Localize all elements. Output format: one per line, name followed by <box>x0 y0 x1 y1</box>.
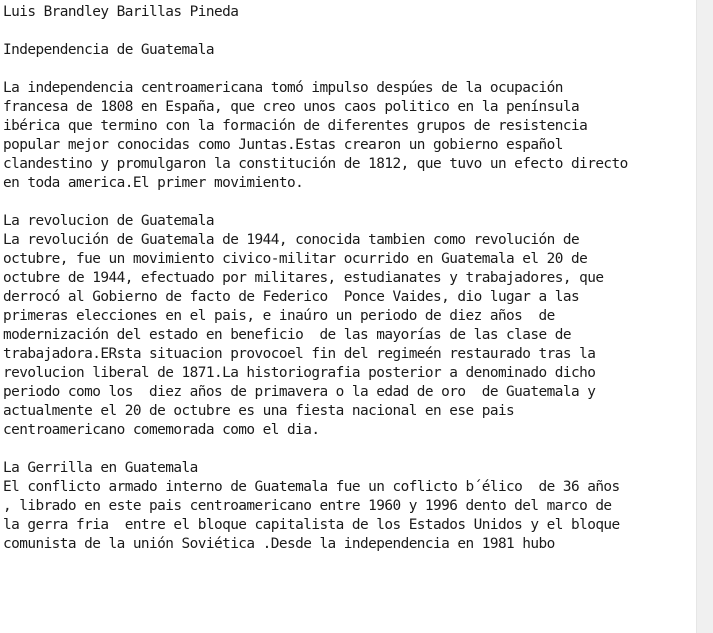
text-line: La revolucion de Guatemala <box>3 213 214 229</box>
text-line: actualmente el 20 de octubre es una fiesta nacional en ese pais <box>3 403 515 419</box>
text-line: francesa de 1808 en España, que creo unos caos politico en la península <box>3 99 580 115</box>
text-line: primeras elecciones en el pais, e inaúro un periodo de diez años de <box>3 308 555 324</box>
text-line: La Gerrilla en Guatemala <box>3 460 198 476</box>
text-line: El conflicto armado interno de Guatemala fue un coflicto b´élico de 36 años <box>3 479 620 495</box>
text-line: Luis Brandley Barillas Pineda <box>3 4 239 20</box>
text-line: octubre de 1944, efectuado por militares, estudianates y trabajadores, que <box>3 270 604 286</box>
text-line: derrocó al Gobierno de facto de Federico Ponce Vaides, dio lugar a las <box>3 289 580 305</box>
text-line: octubre, fue un movimiento civico-militar ocurrido en Guatemala el 20 de <box>3 251 588 267</box>
text-line: centroamericano comemorada como el dia. <box>3 422 320 438</box>
text-line <box>3 440 695 459</box>
text-line: popular mejor conocidas como Juntas.Estas crearon un gobierno español <box>3 137 563 153</box>
text-line: trabajadora.ERsta situacion provocoel fin del regimeén restaurado tras la <box>3 346 596 362</box>
text-line <box>3 60 695 79</box>
text-line: periodo como los diez años de primavera o la edad de oro de Guatemala y <box>3 384 596 400</box>
text-line: la gerra fria entre el bloque capitalista de los Estados Unidos y el bloque <box>3 517 620 533</box>
text-line <box>3 22 695 41</box>
text-line: en toda america.El primer movimiento. <box>3 175 304 191</box>
text-line: comunista de la unión Soviética .Desde la independencia en 1981 hubo <box>3 536 555 552</box>
text-line: La independencia centroamericana tomó impulso despúes de la ocupación <box>3 80 563 96</box>
text-line: Independencia de Guatemala <box>3 42 214 58</box>
text-line <box>3 193 695 212</box>
text-line: modernización del estado en beneficio de las mayorías de las clase de <box>3 327 571 343</box>
text-line: La revolución de Guatemala de 1944, conocida tambien como revolución de <box>3 232 580 248</box>
text-line: ibérica que termino con la formación de diferentes grupos de resistencia <box>3 118 588 134</box>
vertical-scrollbar[interactable] <box>696 0 713 633</box>
text-line: clandestino y promulgaron la constitución de 1812, que tuvo un efecto directo <box>3 156 628 172</box>
text-line: , librado en este pais centroamericano entre 1960 y 1996 dento del marco de <box>3 498 612 514</box>
text-line: revolucion liberal de 1871.La historiografia posterior a denominado dicho <box>3 365 596 381</box>
